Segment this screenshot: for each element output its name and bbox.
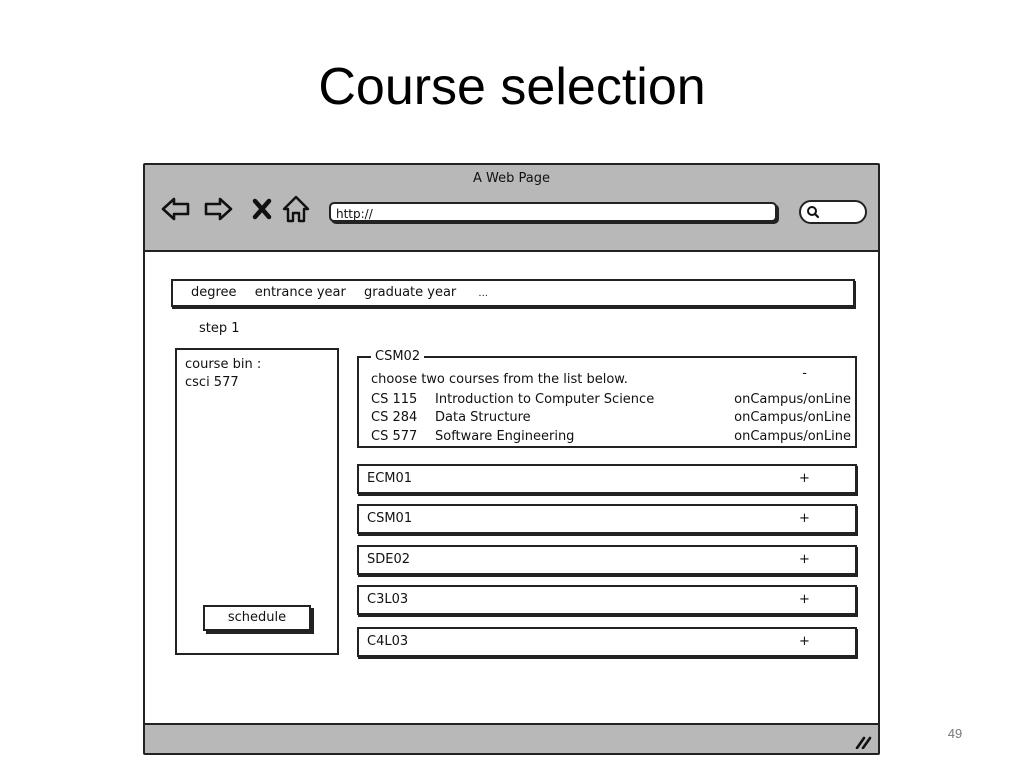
expand-toggle[interactable]: + [799,552,810,567]
course-bin-title: course bin : [185,357,262,372]
step-label: step 1 [199,321,240,336]
course-title: Data Structure [435,410,531,425]
forward-button[interactable] [203,193,233,225]
home-button[interactable] [281,193,311,225]
course-option[interactable] [371,391,851,409]
page-content [145,252,878,723]
course-mode[interactable]: onCampus/onLine [734,410,851,425]
course-option[interactable] [371,428,851,446]
slide-title: Course selection [318,58,706,116]
forward-arrow-icon [203,194,233,224]
course-mode[interactable]: onCampus/onLine [734,392,851,407]
course-group-csm02 [357,349,857,448]
back-button[interactable] [161,193,191,225]
expand-toggle[interactable]: + [799,471,810,486]
course-bin-item[interactable]: csci 577 [185,375,239,390]
expand-toggle[interactable]: + [799,592,810,607]
slide-number: 49 [947,726,963,741]
course-code: CS 115 [371,392,418,407]
course-option[interactable] [371,409,851,427]
course-code: CS 577 [371,429,418,444]
course-mode[interactable]: onCampus/onLine [734,429,851,444]
course-code: CS 284 [371,410,418,425]
group-description: choose two courses from the list below. [371,372,628,387]
course-group-c3l03[interactable] [357,585,857,615]
collapse-toggle[interactable]: - [802,366,807,381]
course-group-ecm01[interactable] [357,464,857,494]
expand-toggle[interactable]: + [799,634,810,649]
course-group-sde02[interactable] [357,545,857,575]
course-group-c4l03[interactable] [357,627,857,657]
stop-button[interactable] [247,193,277,225]
browser-status-bar [145,723,878,753]
graduate-year-param[interactable]: graduate year [364,285,457,300]
entrance-year-param[interactable]: entrance year [254,285,346,300]
course-title: Software Engineering [435,429,575,444]
resize-grip-icon[interactable] [854,733,872,749]
search-icon [806,205,820,219]
browser-window [143,163,880,755]
course-bin-panel [175,348,339,655]
group-name: C3L03 [367,592,409,607]
home-icon [281,194,311,224]
group-name: ECM01 [367,471,413,486]
more-params[interactable]: ... [478,288,488,299]
group-name: CSM01 [367,511,413,526]
url-input[interactable]: http:// [329,202,777,222]
expand-toggle[interactable]: + [799,511,810,526]
student-params-bar [171,279,855,307]
browser-toolbar [145,165,878,252]
course-group-csm01[interactable] [357,504,857,534]
close-icon [247,194,277,224]
group-name: C4L03 [367,634,409,649]
back-arrow-icon [161,194,191,224]
group-title: CSM02 [371,348,424,366]
course-title: Introduction to Computer Science [435,392,655,407]
group-name: SDE02 [367,552,411,567]
degree-param[interactable]: degree [191,285,237,300]
window-title: A Web Page [473,171,550,186]
schedule-button[interactable]: schedule [203,605,311,631]
search-field[interactable] [799,200,867,224]
